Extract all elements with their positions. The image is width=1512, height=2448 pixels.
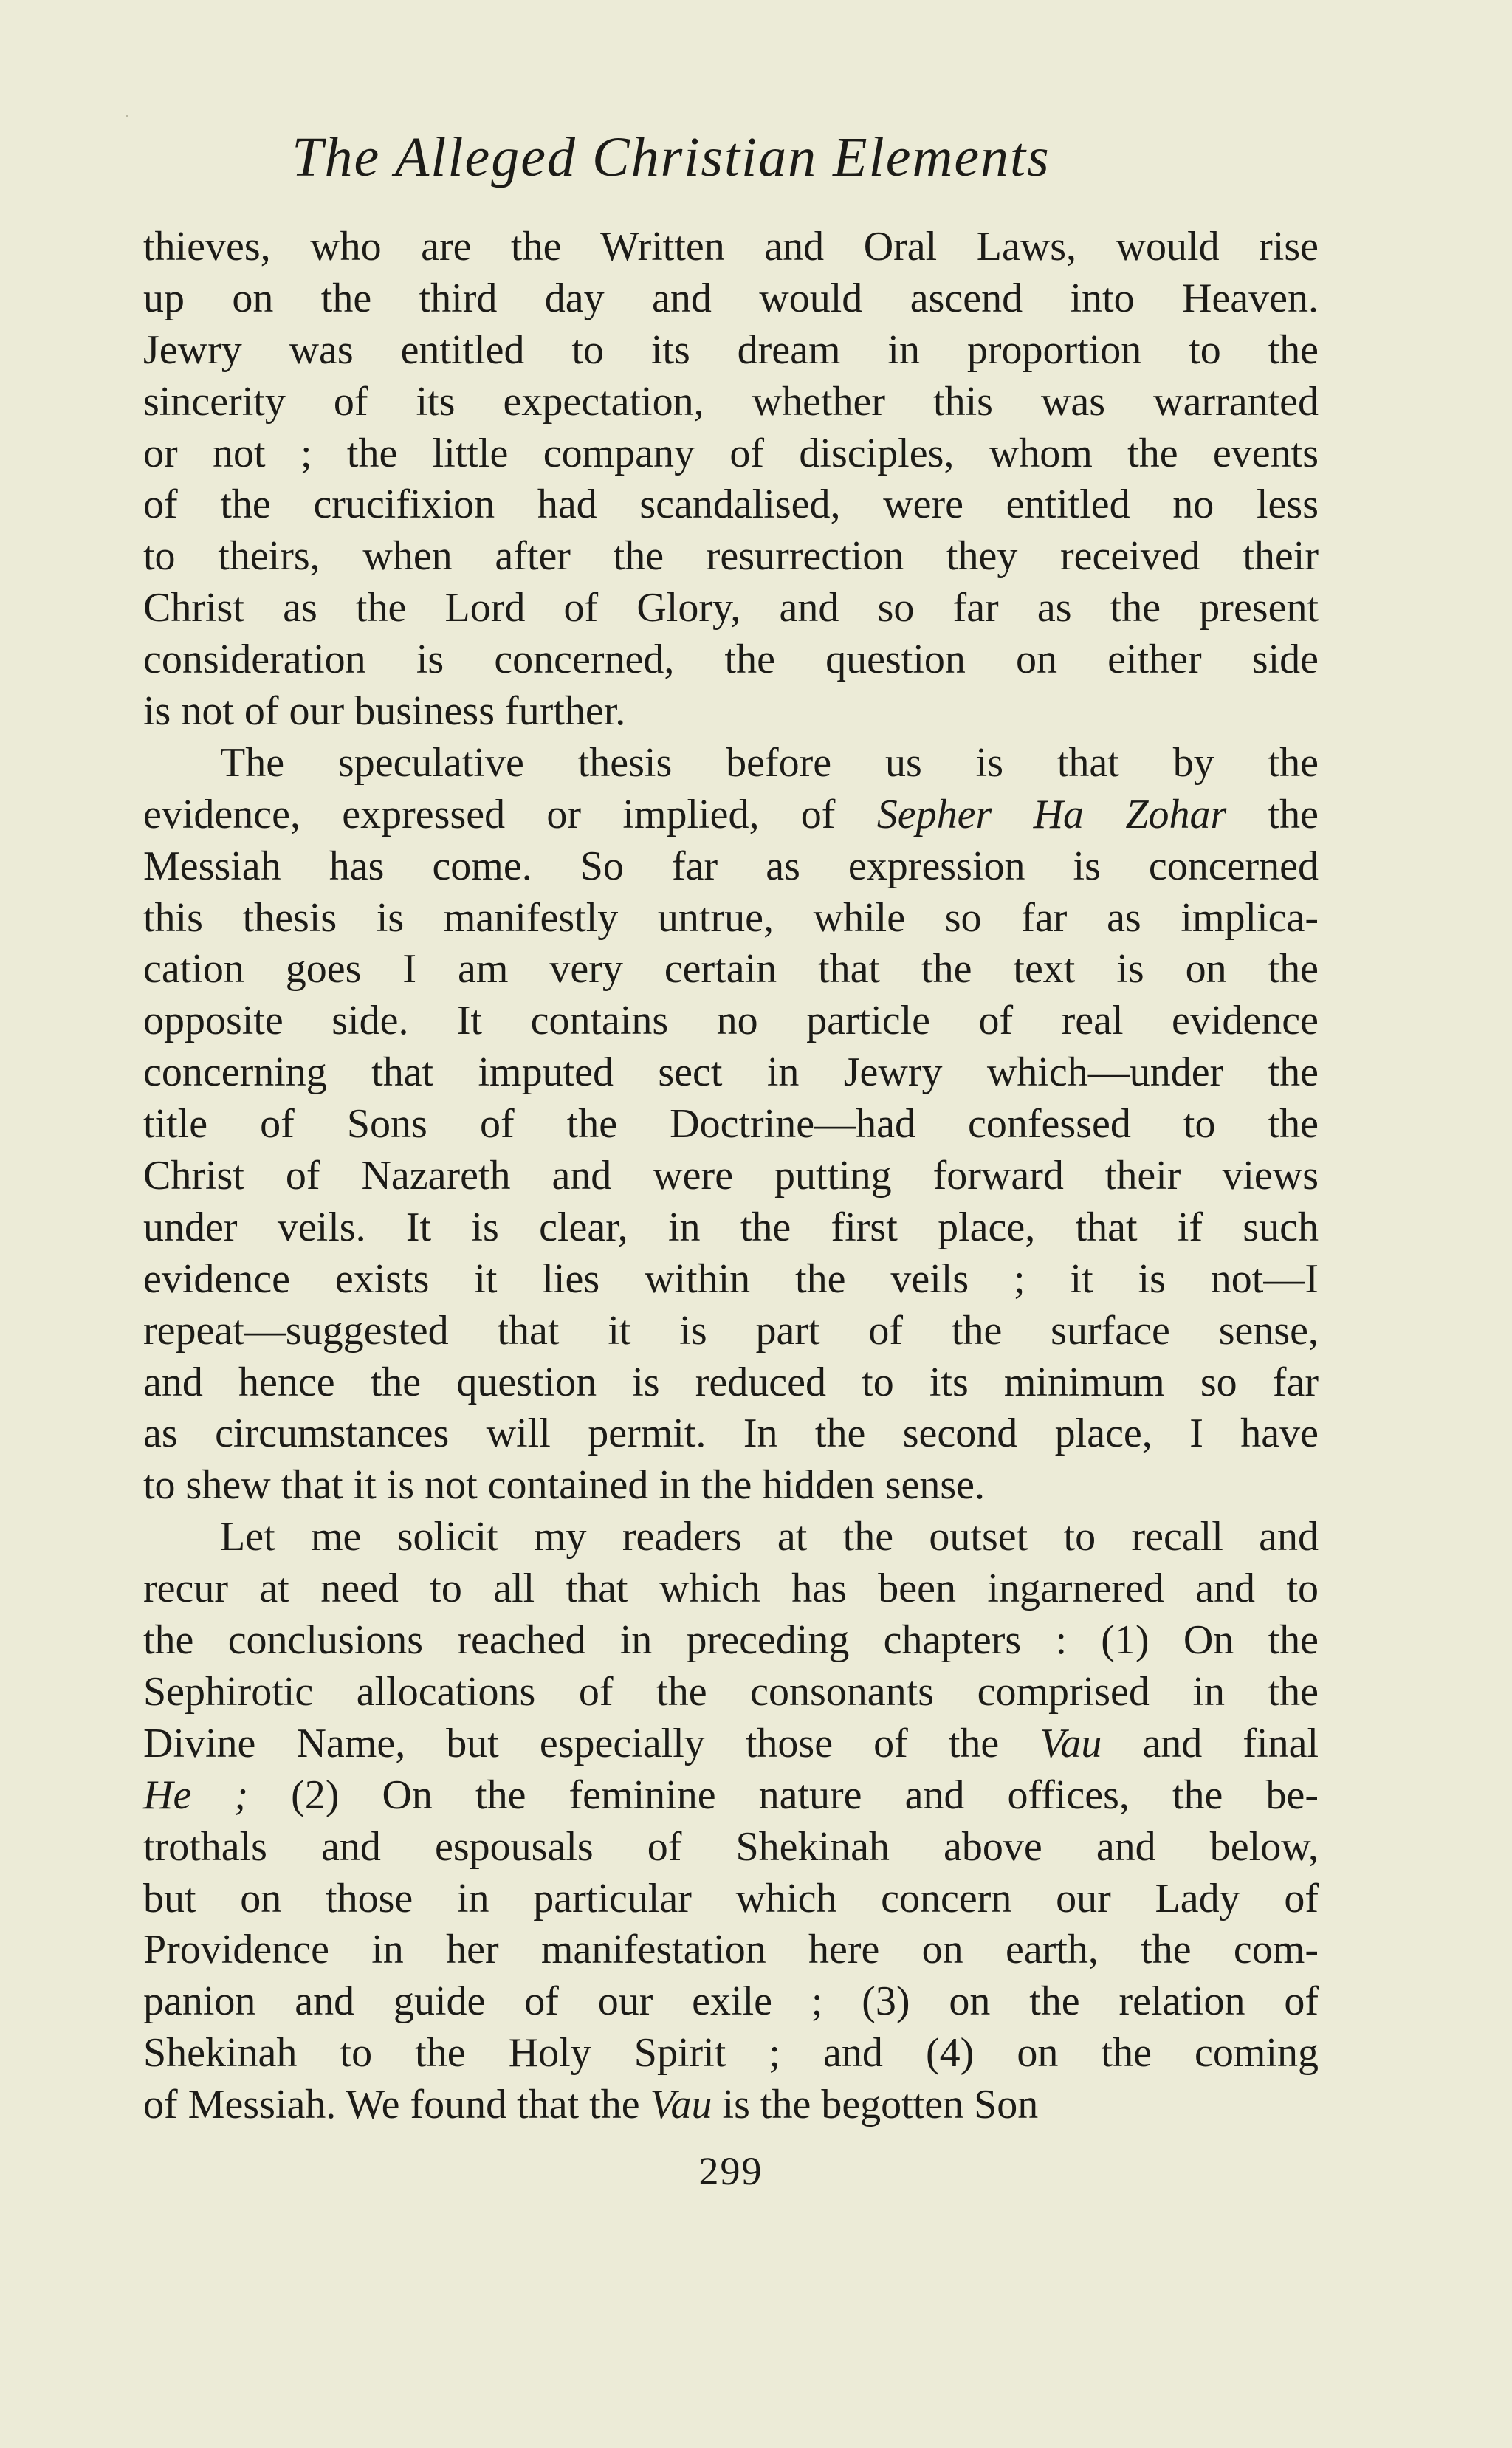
text-segment: consideration is concerned, the question on either side [143,637,1319,683]
text-segment: evidence exists it lies within the veils ; it is not—I [143,1255,1319,1302]
text-line [143,1873,1319,1925]
text-line [143,1254,1319,1306]
text-segment: or not ; the little company of disciples, whom the events [143,430,1319,476]
text-segment: The speculative thesis before us is that by the [220,739,1319,786]
text-line [143,1202,1319,1254]
text-segment: cation goes I am very certain that the text is on the [143,946,1319,992]
text-line [143,1770,1319,1822]
text-segment: Christ of Nazareth and were putting forward their views [143,1153,1319,1199]
text-segment: is the begotten Son [712,2082,1039,2128]
text-line [143,1615,1319,1667]
text-segment: sincerity of its expectation, whether this was warranted [143,378,1319,425]
running-title: The Alleged Christian Elements [292,126,1051,188]
text-segment: thieves, who are the Written and Oral Laws, would rise [143,224,1319,270]
text-line [143,893,1319,944]
text-line [143,1924,1319,1976]
text-segment: up on the third day and would ascend into Heaven. [143,275,1319,321]
text-segment: concerning that imputed sect in Jewry which—under the [143,1049,1319,1096]
text-segment: Messiah has come. So far as expression is concerned [143,843,1319,889]
text-line [143,686,1319,738]
text-line [143,1408,1319,1460]
text-line [143,273,1319,325]
body-text [143,222,1319,2131]
text-segment: recur at need to all that which has been ingarnered and to [143,1566,1319,1612]
text-segment: Jewry was entitled to its dream in proportion to the [143,326,1319,373]
text-line [143,1357,1319,1409]
text-line [143,1976,1319,2028]
text-segment: of the crucifixion had scandalised, were entitled no less [143,481,1319,528]
text-line [143,222,1319,273]
text-line [143,634,1319,686]
text-line [143,1460,1319,1512]
text-segment: under veils. It is clear, in the first place, that if such [143,1204,1319,1250]
text-line [143,841,1319,893]
text-line [143,1151,1319,1202]
text-segment: panion and guide of our exile ; (3) on the relation of [143,1978,1319,2025]
text-segment: repeat—suggested that it is part of the surface sense, [143,1307,1319,1354]
text-segment: of Messiah. We found that the [143,2082,650,2128]
text-segment: this thesis is manifestly untrue, while so far as implica- [143,894,1319,941]
text-segment: Shekinah to the Holy Spirit ; and (4) on the coming [143,2030,1319,2077]
text-line [143,789,1319,841]
text-line [143,2080,1319,2131]
text-segment: title of Sons of the Doctrine—had confessed to the [143,1101,1319,1148]
text-line [143,325,1319,377]
text-line [143,531,1319,583]
text-line [143,428,1319,480]
text-segment: (2) On the feminine nature and offices, the be- [248,1772,1319,1818]
text-segment: Divine Name, but especially those of the [143,1720,1040,1766]
text-line [143,995,1319,1047]
italic-term: Vau [650,2082,712,2128]
text-line [143,2028,1319,2080]
italic-term: Sepher Ha Zohar [876,791,1227,837]
italic-term: Vau [1040,1720,1102,1766]
text-segment: and hence the question is reduced to its minimum so far [143,1359,1319,1405]
text-segment: Let me solicit my readers at the outset to recall and [220,1514,1319,1560]
text-segment: the [1226,791,1319,837]
text-line [143,1667,1319,1718]
text-segment: Christ as the Lord of Glory, and so far as the present [143,585,1319,631]
text-line [143,1512,1319,1563]
text-segment: the conclusions reached in preceding chapters : (1) On the [143,1617,1319,1664]
text-line [143,479,1319,531]
text-line [143,944,1319,995]
text-segment: to theirs, when after the resurrection they received their [143,533,1319,580]
text-segment: to shew that it is not contained in the hidden sense. [143,1462,986,1509]
paper-speck [126,115,128,117]
text-line [143,1822,1319,1873]
text-segment: but on those in particular which concern our Lady of [143,1875,1319,1921]
text-segment: opposite side. It contains no particle of real evidence [143,998,1319,1044]
text-segment: is not of our business further. [143,688,626,735]
italic-term: He ; [143,1772,249,1818]
text-line [143,1718,1319,1770]
text-line [143,1306,1319,1357]
text-line [143,377,1319,428]
text-line [143,738,1319,789]
text-segment: Providence in her manifestation here on earth, the com- [143,1927,1319,1973]
text-segment: trothals and espousals of Shekinah above and below, [143,1823,1319,1870]
text-segment: and final [1102,1720,1319,1766]
text-line [143,1563,1319,1615]
text-segment: evidence, expressed or implied, of [143,791,877,837]
text-segment: as circumstances will permit. In the second place, I have [143,1410,1319,1457]
text-line [143,1099,1319,1151]
text-line [143,583,1319,634]
text-line [143,1047,1319,1099]
page-number: 299 [698,2149,763,2193]
text-segment: Sephirotic allocations of the consonants comprised in the [143,1668,1319,1715]
